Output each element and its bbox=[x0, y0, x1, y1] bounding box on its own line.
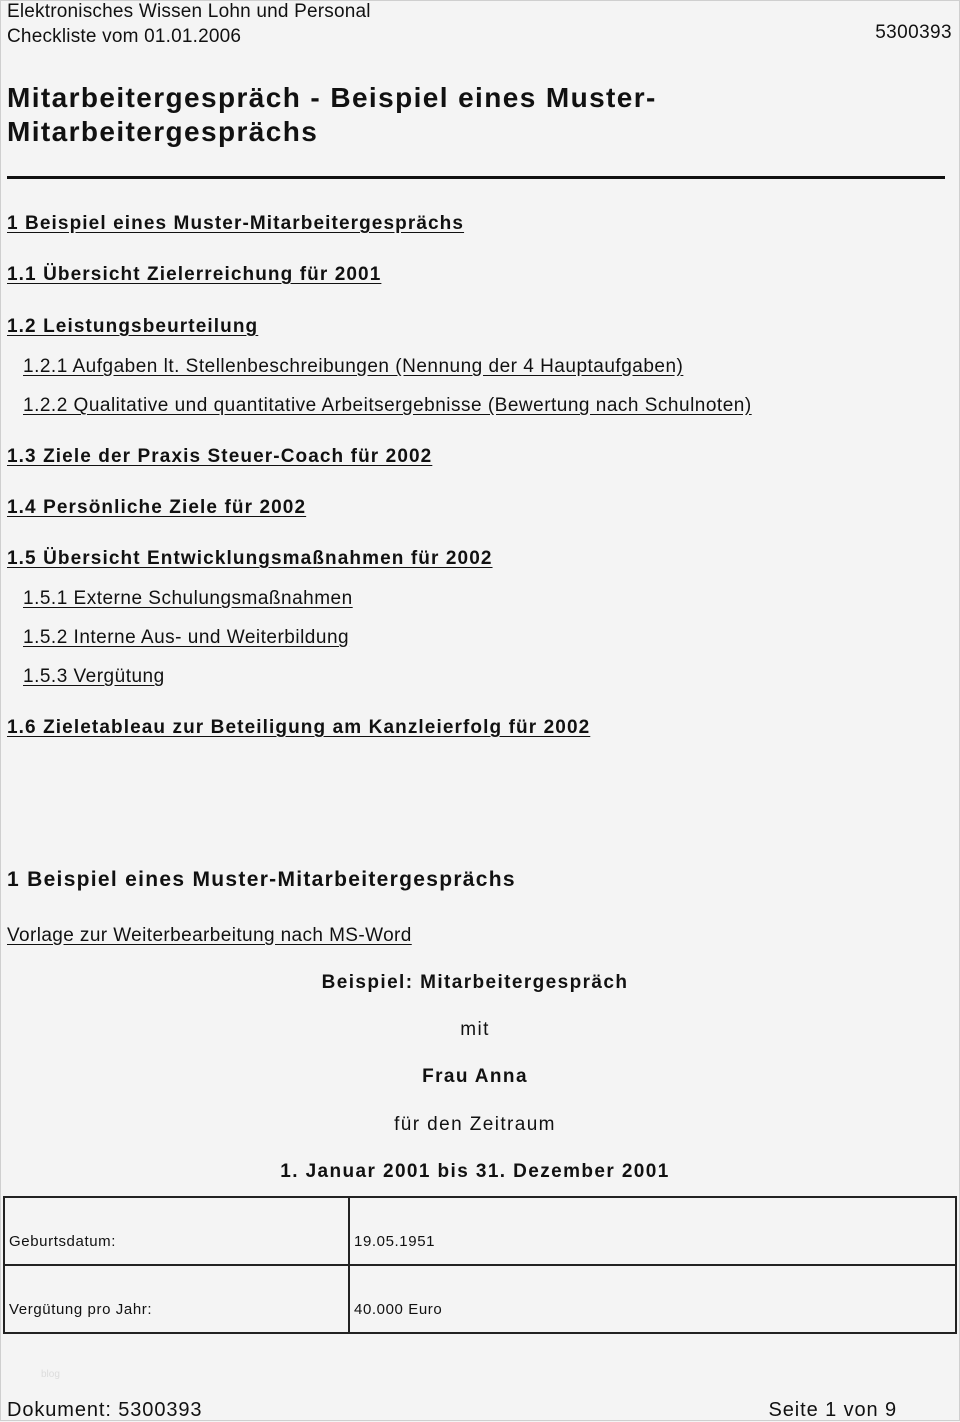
employee-info-table bbox=[3, 1196, 957, 1334]
toc-link-1-2-1[interactable]: 1.2.1 Aufgaben lt. Stellenbeschreibungen (Nennung der 4 Hauptaufgaben) bbox=[23, 356, 684, 377]
toc-link-1-2[interactable]: 1.2 Leistungsbeurteilung bbox=[7, 316, 259, 337]
page-title bbox=[7, 81, 907, 149]
birthdate-value: 19.05.1951 bbox=[349, 1197, 956, 1265]
header-publication: Elektronisches Wissen Lohn und Personal bbox=[7, 1, 371, 22]
toc-link-1-6[interactable]: 1.6 Zieletableau zur Beteiligung am Kanzleierfolg für 2002 bbox=[7, 717, 591, 738]
template-download-link[interactable]: Vorlage zur Weiterbearbeitung nach MS-Word bbox=[7, 925, 412, 946]
title-divider bbox=[7, 176, 945, 179]
header-doc-id: 5300393 bbox=[875, 22, 952, 43]
section-heading: 1 Beispiel eines Muster-Mitarbeitergesprächs bbox=[7, 868, 516, 891]
footer-document-id: Dokument: 5300393 bbox=[7, 1399, 203, 1421]
toc-link-1-4[interactable]: 1.4 Persönliche Ziele für 2002 bbox=[7, 497, 307, 518]
toc-link-1-3[interactable]: 1.3 Ziele der Praxis Steuer-Coach für 2002 bbox=[7, 446, 433, 467]
footer-page-number: Seite 1 von 9 bbox=[768, 1399, 897, 1421]
watermark: blog bbox=[41, 1369, 60, 1380]
page-title-line1: Mitarbeitergespräch - Beispiel eines Muster- bbox=[7, 82, 657, 113]
header-checklist-date: Checkliste vom 01.01.2006 bbox=[7, 26, 242, 47]
example-title: Beispiel: Mitarbeitergespräch bbox=[321, 972, 629, 993]
toc-link-1-5-1[interactable]: 1.5.1 Externe Schulungsmaßnahmen bbox=[23, 588, 353, 609]
toc-link-1-5-3[interactable]: 1.5.3 Vergütung bbox=[23, 666, 165, 687]
table-row bbox=[4, 1265, 956, 1333]
birthdate-label: Geburtsdatum: bbox=[4, 1197, 349, 1265]
toc-link-1-5[interactable]: 1.5 Übersicht Entwicklungsmaßnahmen für 2002 bbox=[7, 548, 493, 569]
salary-label: Vergütung pro Jahr: bbox=[4, 1265, 349, 1333]
toc-link-1[interactable]: 1 Beispiel eines Muster-Mitarbeitergesprächs bbox=[7, 213, 465, 234]
toc-link-1-2-2[interactable]: 1.2.2 Qualitative und quantitative Arbeitsergebnisse (Bewertung nach Schulnoten) bbox=[23, 395, 752, 416]
table-row bbox=[4, 1197, 956, 1265]
salary-value: 40.000 Euro bbox=[349, 1265, 956, 1333]
toc-link-1-1[interactable]: 1.1 Übersicht Zielerreichung für 2001 bbox=[7, 264, 382, 285]
with-label: mit bbox=[460, 1019, 490, 1040]
employee-name: Frau Anna bbox=[422, 1066, 528, 1087]
page-title-line2: Mitarbeitergesprächs bbox=[7, 116, 319, 147]
period-range: 1. Januar 2001 bis 31. Dezember 2001 bbox=[280, 1161, 670, 1182]
period-label: für den Zeitraum bbox=[394, 1114, 556, 1135]
toc-link-1-5-2[interactable]: 1.5.2 Interne Aus- und Weiterbildung bbox=[23, 627, 350, 648]
